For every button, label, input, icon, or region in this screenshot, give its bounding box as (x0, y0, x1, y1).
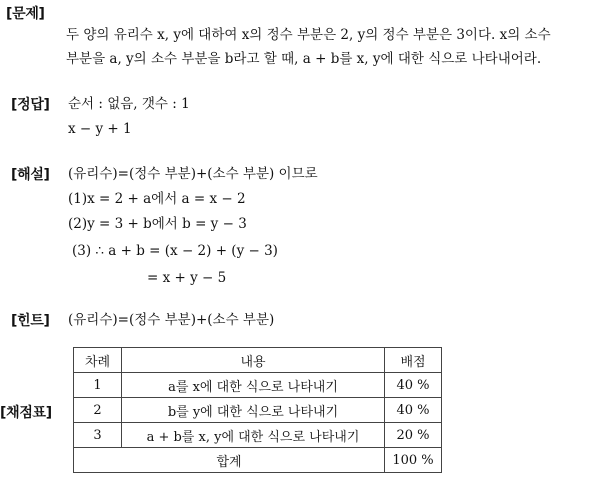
table-row (74, 373, 442, 398)
row-content: b를 y에 대한 식으로 나타내기 (122, 398, 385, 423)
row-points: 20 % (385, 423, 442, 448)
problem-line-1: 두 양의 유리수 x, y에 대하여 x의 정수 부분은 2, y의 정수 부분은 3이다. x의 소수 (66, 27, 551, 43)
row-content: a를 x에 대한 식으로 나타내기 (122, 373, 385, 398)
problem-label: [문제] (6, 6, 45, 22)
row-points: 40 % (385, 398, 442, 423)
row-step: 3 (74, 423, 122, 448)
header-points: 배점 (385, 348, 442, 373)
explanation-step-3: (3) ∴ a + b = (x − 2) + (y − 3) (72, 243, 278, 259)
explanation-intro: (유리수)=(정수 부분)+(소수 부분) 이므로 (68, 166, 318, 182)
answer-meta: 순서 : 없음, 갯수 : 1 (68, 96, 190, 112)
total-points: 100 % (385, 448, 442, 473)
row-points: 40 % (385, 373, 442, 398)
answer-expression: x − y + 1 (68, 121, 132, 137)
hint-text: (유리수)=(정수 부분)+(소수 부분) (68, 312, 275, 328)
table-row (74, 423, 442, 448)
row-step: 1 (74, 373, 122, 398)
scoring-label: [채점표] (0, 405, 52, 421)
total-row (74, 448, 442, 473)
hint-label: [힌트] (11, 313, 50, 329)
explanation-label: [해설] (11, 167, 50, 183)
explanation-step-1: (1)x = 2 + a에서 a = x − 2 (68, 191, 246, 207)
table-row (74, 398, 442, 423)
row-step: 2 (74, 398, 122, 423)
row-content: a + b를 x, y에 대한 식으로 나타내기 (122, 423, 385, 448)
explanation-step-3-cont: = x + y − 5 (147, 270, 227, 286)
header-content: 내용 (122, 348, 385, 373)
scoring-header-row (74, 348, 442, 373)
total-label: 합계 (74, 448, 385, 473)
answer-label: [정답] (11, 97, 50, 113)
explanation-step-2: (2)y = 3 + b에서 b = y − 3 (68, 216, 247, 232)
problem-line-2: 부분을 a, y의 소수 부분을 b라고 할 때, a + b를 x, y에 대한 식으로 나타내어라. (66, 51, 542, 67)
header-step: 차례 (74, 348, 122, 373)
scoring-table (73, 347, 442, 473)
